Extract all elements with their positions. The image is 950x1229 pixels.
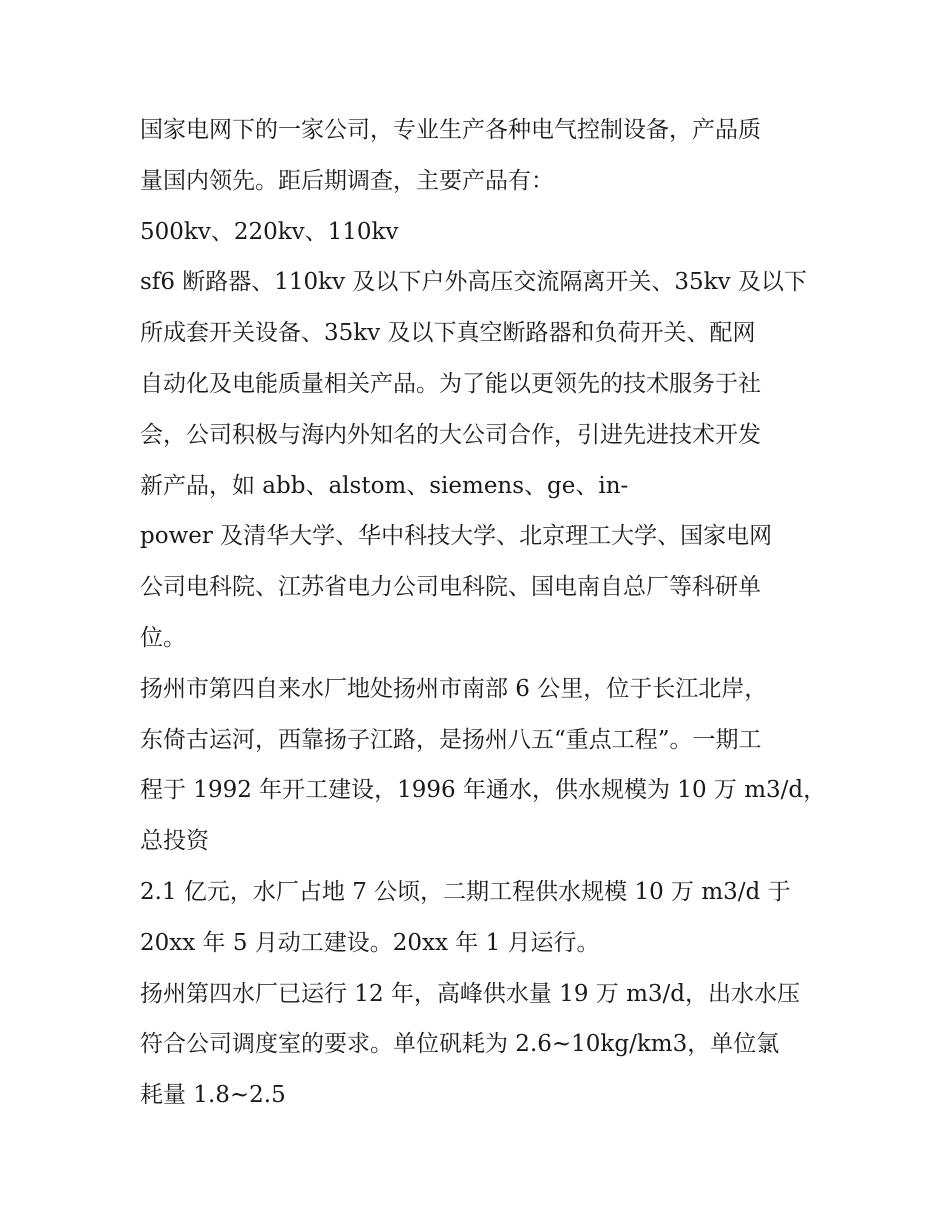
text-line: sf6 断路器、110kv 及以下户外高压交流隔离开关、35kv 及以下 [140, 269, 807, 296]
text-line: 国家电网下的一家公司，专业生产各种电气控制设备，产品质 [140, 117, 761, 143]
text-line: 扬州市第四自来水厂地处扬州市南部 6 公里，位于长江北岸， [140, 675, 768, 702]
text-line: 位。 [140, 624, 186, 651]
text-line: 东倚古运河，西靠扬子江路，是扬州八五“重点工程”。一期工 [140, 726, 762, 753]
text-line: 程于 1992 年开工建设，1996 年通水，供水规模为 10 万 m3/d， [140, 777, 827, 804]
text-line: 所成套开关设备、35kv 及以下真空断路器和负荷开关、配网 [140, 320, 756, 347]
text-line: 符合公司调度室的要求。单位矾耗为 2.6~10kg/km3，单位氯 [140, 1031, 780, 1058]
text-line: 20xx 年 5 月动工建设。20xx 年 1 月运行。 [140, 929, 600, 956]
text-line: 新产品，如 abb、alstom、siemens、ge、in- [140, 472, 629, 499]
text-line: power 及清华大学、华中科技大学、北京理工大学、国家电网 [140, 523, 773, 550]
text-line: 扬州第四水厂已运行 12 年，高峰供水量 19 万 m3/d，出水水压 [140, 980, 801, 1007]
text-line: 自动化及电能质量相关产品。为了能以更领先的技术服务于社 [140, 370, 761, 397]
text-line: 会，公司积极与海内外知名的大公司合作，引进先进技术开发 [140, 421, 761, 448]
text-line: 公司电科院、江苏省电力公司电科院、国电南自总厂等科研单 [140, 574, 761, 601]
text-line: 量国内领先。距后期调查，主要产品有： [140, 167, 554, 194]
text-line: 500kv、220kv、110kv [140, 218, 399, 245]
document-body [140, 105, 840, 1121]
text-line: 总投资 [140, 828, 209, 855]
text-line: 2.1 亿元，水厂占地 7 公顷，二期工程供水规模 10 万 m3/d 于 [140, 878, 791, 905]
text-line: 耗量 1.8~2.5 [140, 1082, 286, 1109]
